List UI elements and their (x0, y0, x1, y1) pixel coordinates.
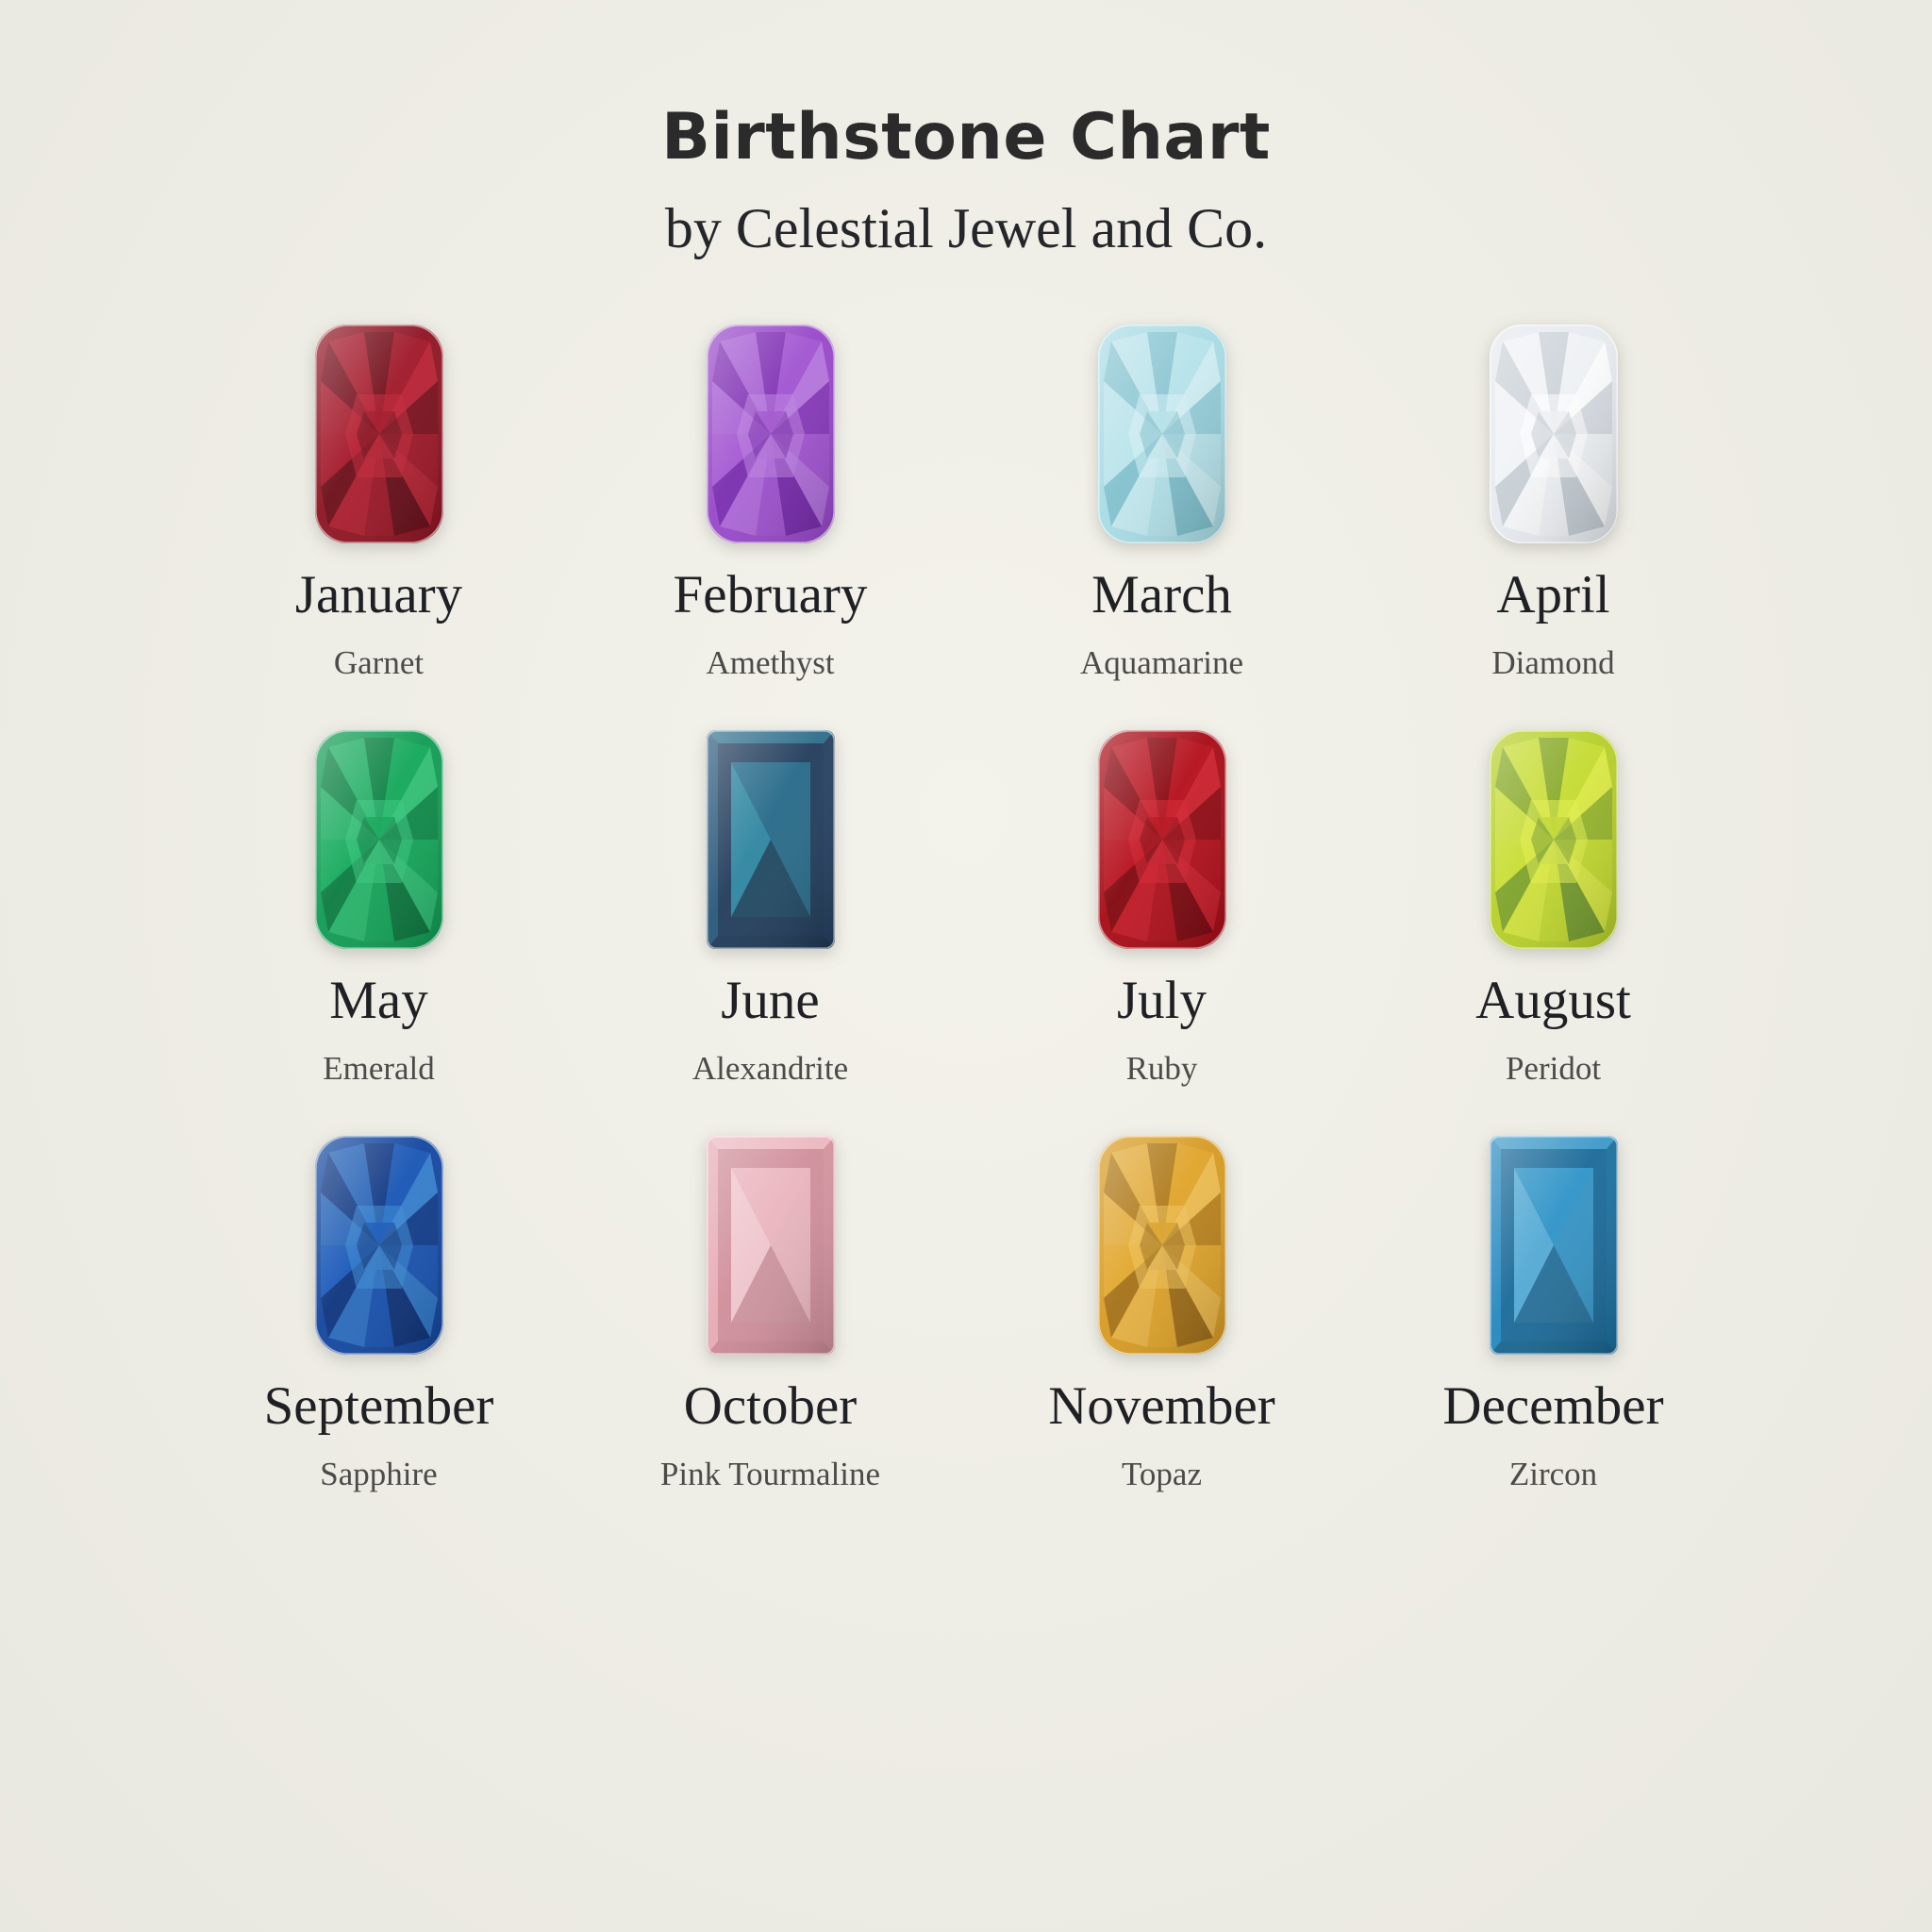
month-label: July (1116, 971, 1208, 1030)
birthstone-cell (575, 1136, 966, 1541)
stone-label: Amethyst (706, 644, 835, 681)
stone-label: Zircon (1508, 1456, 1598, 1492)
month-label: January (294, 565, 463, 625)
gemstone-icon-sapphire (315, 1136, 443, 1355)
gemstone-icon-diamond (1490, 325, 1618, 543)
chart-header (0, 0, 1932, 257)
stone-label: Topaz (1121, 1456, 1202, 1492)
stone-label: Peridot (1505, 1050, 1602, 1087)
page-title: Birthstone Chart (661, 100, 1271, 175)
month-label: June (721, 971, 820, 1030)
gem-wrapper (1490, 1136, 1618, 1355)
gem-wrapper (707, 325, 835, 543)
stone-label: Ruby (1125, 1050, 1198, 1087)
month-label: December (1442, 1376, 1664, 1436)
month-label: May (329, 971, 428, 1030)
stone-label: Alexandrite (691, 1050, 849, 1087)
gemstone-icon-amethyst (707, 325, 835, 543)
stone-label: Sapphire (320, 1456, 438, 1492)
birthstone-cell (1357, 730, 1749, 1136)
gemstone-icon-emerald (315, 730, 443, 949)
month-label: March (1091, 565, 1232, 625)
gemstone-icon-ruby (1098, 730, 1226, 949)
month-label: February (673, 565, 868, 625)
stone-label: Pink Tourmaline (659, 1456, 881, 1492)
month-label: August (1475, 971, 1631, 1030)
gem-wrapper (315, 730, 443, 949)
stone-label: Garnet (333, 644, 425, 681)
gemstone-icon-aquamarine (1098, 325, 1226, 543)
stone-label: Emerald (323, 1050, 435, 1087)
birthstone-cell (1357, 325, 1749, 730)
birthstone-cell (1357, 1136, 1749, 1541)
month-label: April (1496, 565, 1610, 625)
stone-label: Aquamarine (1080, 644, 1243, 681)
birthstone-cell (966, 730, 1357, 1136)
gemstone-icon-pink-tourmaline (707, 1136, 835, 1355)
gem-wrapper (1490, 730, 1618, 949)
month-label: September (263, 1376, 494, 1436)
gem-wrapper (707, 1136, 835, 1355)
birthstone-cell (183, 1136, 575, 1541)
gem-wrapper (1490, 325, 1618, 543)
birthstone-cell (966, 325, 1357, 730)
page-subtitle: by Celestial Jewel and Co. (664, 197, 1268, 259)
birthstone-cell (575, 730, 966, 1136)
gemstone-icon-topaz (1098, 1136, 1226, 1355)
gem-wrapper (707, 730, 835, 949)
birthstone-cell (183, 325, 575, 730)
month-label: November (1048, 1376, 1275, 1436)
gemstone-icon-zircon (1490, 1136, 1618, 1355)
gem-wrapper (1098, 325, 1226, 543)
gemstone-icon-peridot (1490, 730, 1618, 949)
gem-wrapper (315, 1136, 443, 1355)
birthstone-grid (183, 325, 1749, 1541)
gemstone-icon-alexandrite (707, 730, 835, 949)
gem-wrapper (1098, 730, 1226, 949)
gem-wrapper (1098, 1136, 1226, 1355)
gemstone-icon-garnet (315, 325, 443, 543)
stone-label: Diamond (1491, 644, 1615, 681)
month-label: October (683, 1376, 858, 1436)
birthstone-cell (575, 325, 966, 730)
birthstone-cell (966, 1136, 1357, 1541)
birthstone-cell (183, 730, 575, 1136)
gem-wrapper (315, 325, 443, 543)
